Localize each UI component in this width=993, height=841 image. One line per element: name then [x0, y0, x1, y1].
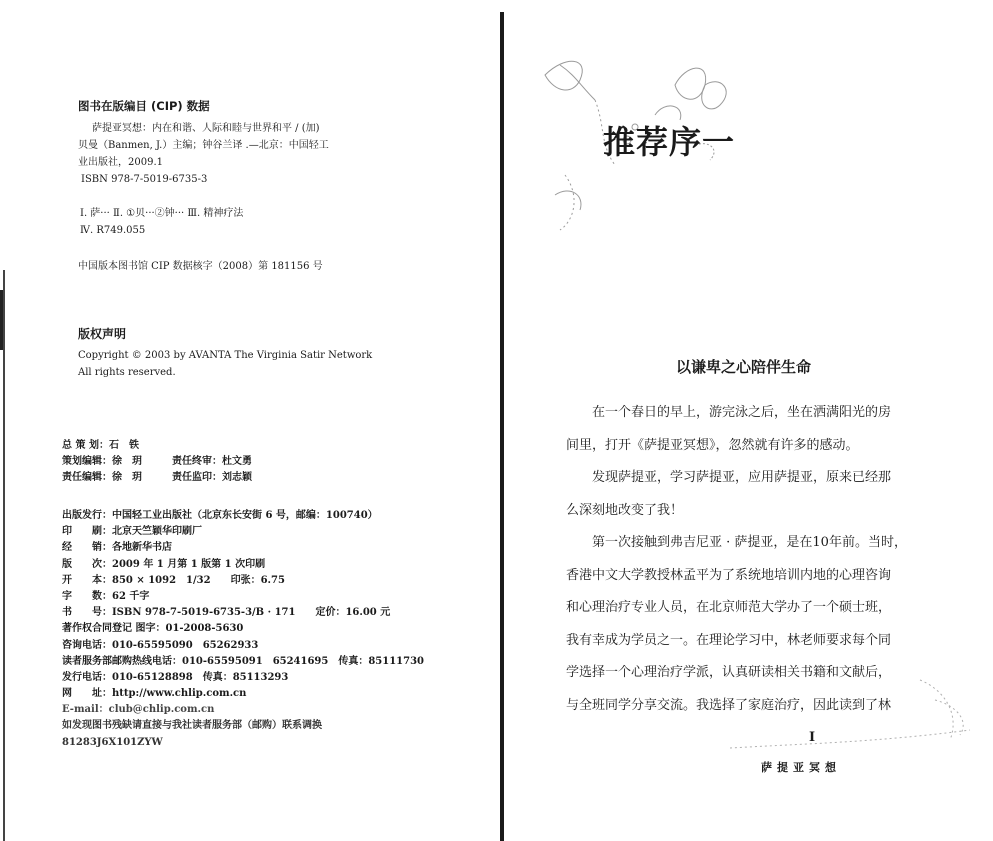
paragraph-line: 间里，打开《萨提亚冥想》，忽然就有许多的感动。 [566, 437, 859, 453]
publish-line: 如发现图书残缺请直接与我社读者服务部（邮购）联系调换 [62, 720, 322, 732]
copyright-heading: 版权声明 [78, 327, 127, 341]
copyright-line: All rights reserved. [78, 367, 176, 378]
chapter-title: 推荐序一 [603, 123, 736, 161]
publish-line: 咨询电话：010-65595090 65262933 [62, 639, 259, 651]
publish-line: 著作权合同登记 图字：01-2008-5630 [62, 623, 244, 635]
credit-line: 策划编辑：徐 玥 责任终审：杜文勇 [62, 456, 252, 468]
publish-info-block [62, 508, 424, 751]
page-number: I [809, 730, 816, 745]
publish-line: 81283J6X101ZYW [62, 736, 163, 748]
cip-class-line: Ⅳ. R749.055 [80, 225, 146, 236]
publish-line: 发行电话：010-65128898 传真：85113293 [62, 671, 289, 683]
publish-line: 印 刷：北京天竺颖华印刷厂 [62, 526, 202, 538]
publish-line: 字 数：62 千字 [62, 590, 150, 602]
running-footer-book-name: 萨提亚冥想 [761, 761, 841, 774]
paragraph-line: 在一个春日的早上，游完泳之后，坐在洒满阳光的房 [566, 405, 892, 420]
cip-line: 业出版社，2009.1 [78, 157, 163, 168]
publish-line: 开 本：850 × 1092 1/32 印张：6.75 [62, 574, 285, 586]
section-subtitle: 以谦卑之心陪伴生命 [676, 358, 812, 376]
paragraph-line: 我有幸成为学员之一。在理论学习中，林老师要求每个同 [566, 632, 892, 648]
publish-line: E-mail：club@chlip.com.cn [62, 704, 215, 716]
page-edge-left [3, 270, 5, 841]
publish-line: 书 号：ISBN 978-7-5019-6735-3/B · 171 定价：16.00 元 [62, 607, 391, 619]
cip-line: 萨提亚冥想：内在和谐、人际和睦与世界和平 / (加) [92, 123, 320, 134]
paragraph-line: 香港中文大学教授林孟平为了系统地培训内地的心理咨询 [566, 567, 892, 583]
cip-block [78, 120, 329, 188]
credits-block [62, 438, 252, 487]
cip-line: ISBN 978-7-5019-6735-3 [81, 174, 208, 185]
publish-line: 版 次：2009 年 1 月第 1 版第 1 次印刷 [62, 558, 266, 570]
book-spine [500, 12, 504, 841]
publish-line: 经 销：各地新华书店 [62, 542, 172, 554]
cip-class-line: Ⅰ. 萨··· Ⅱ. ①贝···②钟··· Ⅲ. 精神疗法 [80, 208, 244, 219]
cip-heading: 图书在版编目 (CIP) 数据 [78, 99, 210, 113]
paragraph-line: 发现萨提亚，学习萨提亚，应用萨提亚，原来已经那 [566, 470, 892, 485]
credit-line: 总 策 划：石 铁 [62, 440, 139, 451]
publish-line: 出版发行：中国轻工业出版社（北京东长安街 6 号，邮编：100740） [62, 510, 378, 521]
credit-line: 责任编辑：徐 玥 责任监印：刘志颖 [62, 472, 252, 484]
cip-classification [80, 205, 243, 239]
copyright-block [78, 347, 372, 381]
publish-line: 网 址：http://www.chlip.com.cn [62, 688, 247, 700]
page-edge-mark [0, 290, 3, 350]
paragraph-line: 学选择一个心理治疗学派，认真研读相关书籍和文献后， [566, 665, 892, 680]
cip-line: 贝曼（Banmen, J.）主编；钟谷兰译 .—北京：中国轻工 [78, 140, 329, 151]
paragraph-line: 和心理治疗专业人员，在北京师范大学办了一个硕士班， [566, 600, 892, 615]
copyright-line: Copyright © 2003 by AVANTA The Virginia Satir Network [78, 350, 373, 361]
corner-decoration [720, 660, 985, 760]
cip-number: 中国版本图书馆 CIP 数据核字（2008）第 181156 号 [78, 261, 323, 272]
paragraph-line: 第一次接触到弗吉尼亚 · 萨提亚，是在10年前。当时， [566, 535, 907, 550]
publish-line: 读者服务部邮购热线电话：010-65595091 65241695 传真：85111730 [62, 655, 425, 667]
paragraph-line: 么深刻地改变了我！ [566, 502, 684, 518]
paragraph-line: 与全班同学分享交流。我选择了家庭治疗，因此读到了林 [566, 697, 892, 713]
